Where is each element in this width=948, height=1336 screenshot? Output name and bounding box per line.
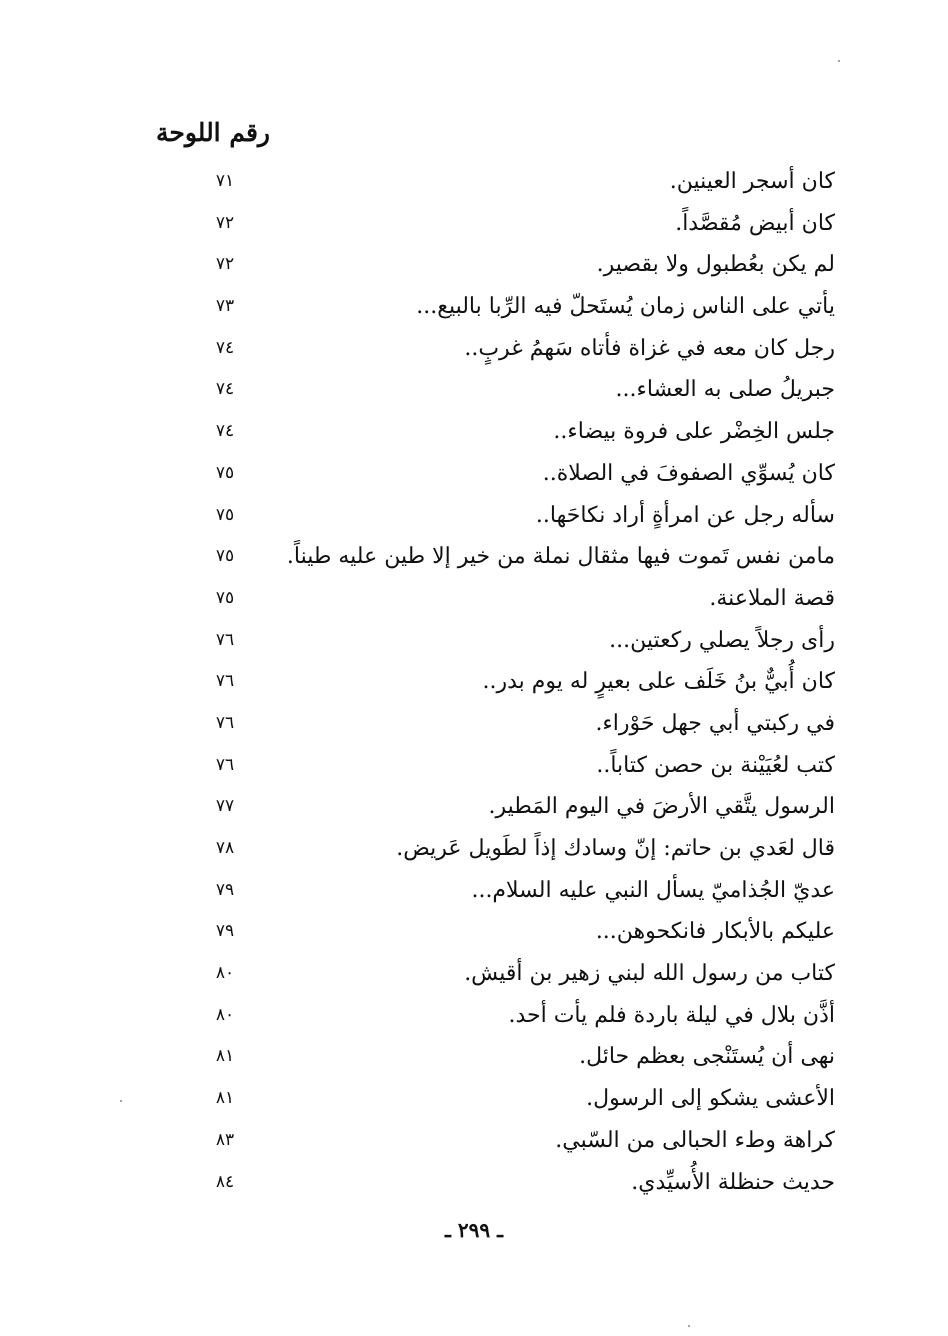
list-item [150,915,835,957]
list-item [150,415,835,457]
entry-plate-number: ٧١ [215,171,235,191]
entry-plate-number: ٨٣ [215,1129,235,1150]
entry-plate-number: ٧٢ [215,254,235,275]
entry-plate-number: ٨٤ [215,1171,235,1192]
entry-plate-number: ٧٦ [215,671,235,692]
scan-speck [120,1100,122,1102]
entry-text: أذَّن بلال في ليلة باردة فلم يأت أحد. [508,1002,835,1028]
entry-plate-number: ٨١ [215,1088,235,1109]
entry-plate-number: ٨٠ [215,1004,235,1025]
entry-text: كان أسجر العينين. [669,169,835,194]
entry-text: الأعشى يشكو إلى الرسول. [586,1086,835,1112]
entry-text: في ركبتي أبي جهل حَوْراء. [595,710,835,736]
entry-plate-number: ٧٤ [215,379,235,400]
entry-plate-number: ٧٦ [215,754,235,775]
list-item [150,582,835,624]
entry-plate-number: ٧٣ [215,296,235,317]
list-item [150,790,835,832]
entry-text: كان أبيض مُقصَّداً. [675,210,835,236]
entry-plate-number: ٧٢ [215,212,235,233]
entry-plate-number: ٧٥ [215,546,235,567]
scan-speck [838,60,840,62]
entry-plate-number: ٧٩ [215,921,235,942]
entry-plate-number: ٧٩ [215,879,235,900]
list-item [150,1082,835,1124]
entry-plate-number: ٧٥ [215,504,235,525]
list-item [150,957,835,999]
entry-plate-number: ٨١ [215,1046,235,1067]
entry-text: رأى رجلاً يصلي ركعتين... [609,627,835,653]
entry-plate-number: ٧٥ [215,462,235,483]
entry-plate-number: ٧٨ [215,838,235,858]
entry-text: عليكم بالأبكار فانكحوهن... [595,919,835,945]
entry-text: يأتي على الناس زمان يُستَحلّ فيه الرِّبا بالبيع... [416,294,835,320]
list-item [150,457,835,499]
list-item [150,207,835,249]
entry-plate-number: ٧٧ [215,796,235,817]
list-item [150,1166,835,1208]
entry-text: كان أُبيٌّ بنُ خَلَف على بعيرٍ له يوم بدر.. [482,669,835,695]
list-item [150,874,835,916]
entry-text: قصة الملاعنة. [709,585,835,611]
list-item [150,290,835,332]
entry-text: كتب لعُيَيْنة بن حصن كتاباً.. [596,752,835,778]
list-item [150,540,835,582]
entries-list [150,165,835,1207]
list-item [150,665,835,707]
list-item [150,624,835,666]
list-item [150,165,835,207]
list-item [150,373,835,415]
page-number: ـ ٢٩٩ ـ [445,1218,503,1242]
entry-plate-number: ٧٥ [215,587,235,608]
entry-text: كان يُسوِّي الصفوفَ في الصلاة.. [542,460,835,486]
entry-text: عديّ الجُذاميّ يسأل النبي عليه السلام... [471,877,835,903]
entry-text: الرسول يتَّقي الأرضَ في اليوم المَطير. [488,794,835,820]
entry-text: رجل كان معه في غزاة فأتاه سَهمُ غربٍ.. [464,335,835,361]
list-item [150,832,835,874]
list-item [150,499,835,541]
list-item [150,707,835,749]
plate-number-column-header: رقم اللوحة [156,118,270,147]
entry-text: نهى أن يُستَنْجى بعظم حائل. [579,1044,835,1070]
entry-text: مامن نفس تَموت فيها مثقال نملة من خير إلا طين عليه طيناً. [286,544,835,570]
entry-text: كتاب من رسول الله لبني زهير بن أقيش. [464,961,835,987]
list-item [150,1040,835,1082]
entry-text: سأله رجل عن امرأةٍ أراد نكاحَها.. [535,502,835,528]
entry-text: جبريلُ صلى به العشاء... [615,377,835,403]
entry-text: كراهة وطء الحبالى من السّبي. [555,1127,835,1153]
entry-text: قال لعَدي بن حاتم: إنّ وسادك إذاً لطَويل عَريض. [396,836,835,861]
entry-plate-number: ٧٤ [215,337,235,358]
list-item [150,999,835,1041]
entry-plate-number: ٧٤ [215,421,235,442]
entry-plate-number: ٧٦ [215,712,235,733]
entry-plate-number: ٧٦ [215,629,235,650]
list-item [150,248,835,290]
entry-text: حديث حنظلة الأُسيِّدي. [631,1169,835,1195]
entry-text: جلس الخِضْر على فروة بيضاء.. [553,419,835,445]
entry-plate-number: ٨٠ [215,963,235,984]
scan-speck [688,1325,690,1327]
entry-text: لم يكن بعُطبول ولا بقصير. [596,252,835,278]
list-item [150,1124,835,1166]
list-item [150,749,835,791]
list-item [150,332,835,374]
